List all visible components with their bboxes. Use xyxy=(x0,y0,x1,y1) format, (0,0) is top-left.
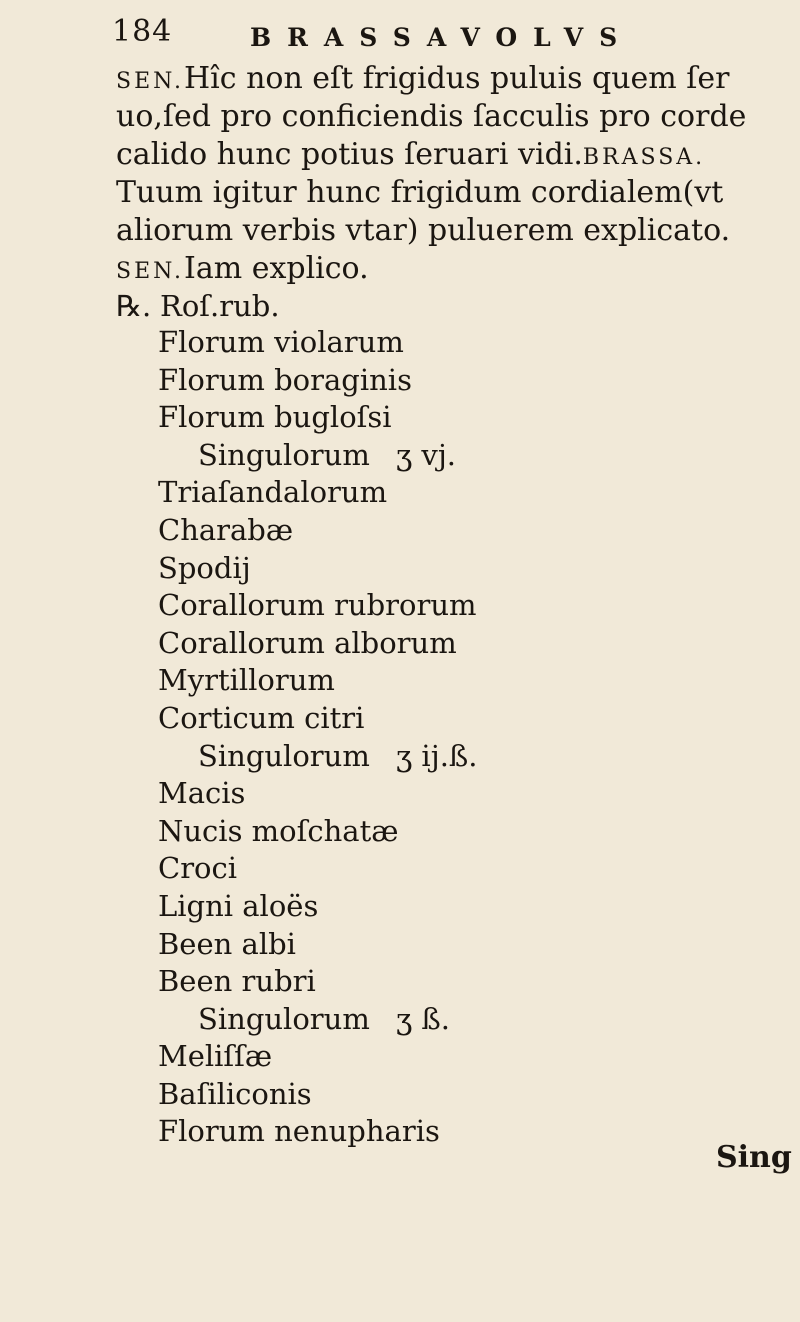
line-text: aliorum verbis vtar) puluerem explicato. xyxy=(116,213,731,248)
text-line xyxy=(116,98,776,136)
text-line xyxy=(116,174,776,212)
ingredient-text: Florum nenupharis xyxy=(158,1114,440,1149)
ingredient-text: Been albi xyxy=(158,926,296,961)
ingredient-line xyxy=(158,926,638,964)
ingredient-text: Corallorum rubrorum xyxy=(158,588,477,623)
text-line xyxy=(116,212,776,250)
ingredient-text: Florum buglоſsi xyxy=(158,400,392,435)
speaker-label: SEN. xyxy=(116,259,184,284)
page-header xyxy=(112,14,712,54)
line-text: uo,ſed pro conficiendis ſacculis pro corde xyxy=(116,99,747,134)
ingredient-line xyxy=(158,1076,638,1114)
ingredient-line xyxy=(158,888,638,926)
ingredient-text: Singulorum xyxy=(198,437,370,472)
ingredient-line xyxy=(158,324,638,362)
dose-amount: ʒ vj. xyxy=(395,437,457,472)
speaker-label: SEN. xyxy=(116,69,184,94)
line-text: Hîc non eſt frigidus puluis quem ſer xyxy=(183,61,730,96)
ingredient-text: Triaſandalorum xyxy=(158,475,388,510)
dose-line xyxy=(158,1001,638,1039)
dose-amount: ʒ ß. xyxy=(395,1001,451,1036)
ingredient-text: Florum boraginis xyxy=(158,362,412,397)
page-number: 184 xyxy=(112,14,173,49)
ingredient-text: Corallorum alborum xyxy=(158,625,457,660)
ingredient-line xyxy=(158,963,638,1001)
ingredient-text: Croci xyxy=(158,851,238,886)
ingredient-line xyxy=(158,625,638,663)
text-line xyxy=(116,60,776,98)
ingredient-line xyxy=(158,474,638,512)
ingredient-text: Macis xyxy=(158,776,246,811)
ingredient-line xyxy=(158,550,638,588)
ingredient-text: Spodij xyxy=(158,550,251,585)
rx-line xyxy=(116,288,280,326)
line-text: calido hunc potius ſeruari vidi. xyxy=(116,137,583,172)
ingredient-line xyxy=(158,775,638,813)
rx-symbol: ℞. xyxy=(116,289,152,323)
ingredient-line xyxy=(158,850,638,888)
ingredient-line xyxy=(158,399,638,437)
ingredient-line xyxy=(158,362,638,400)
ingredient-text: Ligni aloës xyxy=(158,888,319,923)
ingredient-text: Singulorum xyxy=(198,1001,370,1036)
text-line xyxy=(116,136,776,174)
catchword: Sing xyxy=(716,1140,792,1175)
ingredient-line xyxy=(158,1038,638,1076)
ingredient-text: Nucis moſchatæ xyxy=(158,813,399,848)
dose-amount: ʒ ij.ß. xyxy=(395,738,478,773)
ingredient-line xyxy=(158,1113,638,1151)
ingredient-text: Roſ.rub. xyxy=(160,289,280,323)
dose-line xyxy=(158,437,638,475)
ingredient-text: Baſiliconis xyxy=(158,1076,312,1111)
ingredient-text: Charabæ xyxy=(158,512,294,547)
ingredient-text: Been rubri xyxy=(158,964,316,999)
ingredient-text: Singulorum xyxy=(198,738,370,773)
ingredient-line xyxy=(158,587,638,625)
line-text: Tuum igitur hunc frigidum cordialem(vt xyxy=(116,175,724,210)
ingredient-text: Corticum citri xyxy=(158,700,365,735)
ingredient-list xyxy=(158,324,638,1151)
ingredient-line xyxy=(158,512,638,550)
ingredient-line xyxy=(158,662,638,700)
ingredient-line xyxy=(158,813,638,851)
ingredient-text: Florum violarum xyxy=(158,325,404,359)
text-line xyxy=(116,250,776,288)
speaker-label: BRASSA. xyxy=(582,145,706,170)
line-text: Iam explico. xyxy=(183,251,369,286)
dialogue-text xyxy=(116,60,776,288)
ingredient-text: Myrtillorum xyxy=(158,663,335,698)
ingredient-line xyxy=(158,700,638,738)
dose-line xyxy=(158,738,638,776)
ingredient-text: Meliſſæ xyxy=(158,1039,273,1074)
running-head: BRASSAVOLVS xyxy=(250,23,634,52)
recipe-heading xyxy=(116,288,280,326)
